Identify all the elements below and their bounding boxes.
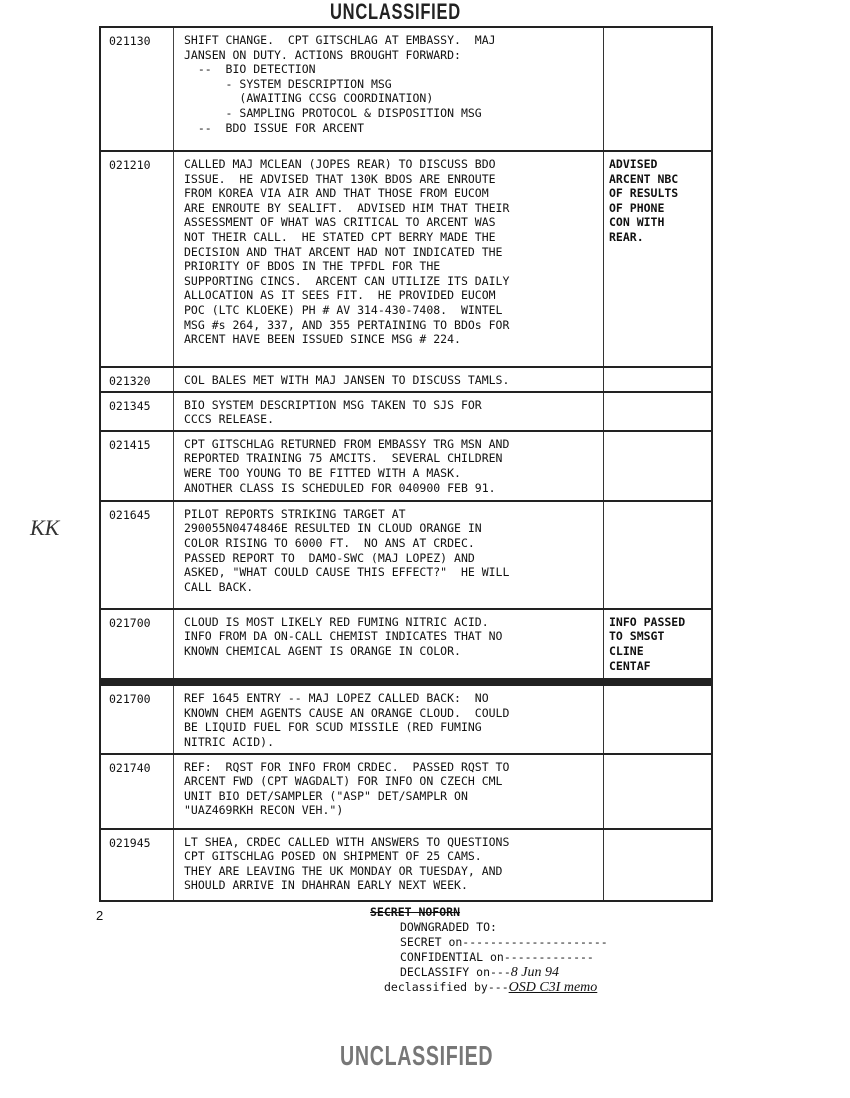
log-time: 021740: [109, 760, 151, 775]
log-time: 021345: [109, 398, 151, 413]
log-time: 021415: [109, 437, 151, 452]
log-remarks: [603, 393, 711, 430]
log-remarks: [603, 502, 711, 608]
log-remarks: ADVISED ARCENT NBC OF RESULTS OF PHONE CON WITH REAR.: [603, 152, 711, 366]
log-entry: [101, 28, 711, 152]
log-remarks: [603, 830, 711, 900]
log-entry: [101, 686, 711, 754]
secret-line: SECRET on---------------------: [400, 935, 608, 949]
declassify-date: 8 Jun 94: [510, 965, 559, 980]
log-entry: [101, 432, 711, 502]
confidential-line: CONFIDENTIAL on-------------: [400, 950, 594, 964]
log-text: BIO SYSTEM DESCRIPTION MSG TAKEN TO SJS FOR CCCS RELEASE.: [173, 393, 603, 430]
duty-log-table: [99, 26, 713, 902]
log-remarks: [603, 432, 711, 500]
declassify-line: [370, 965, 608, 980]
classified-by-line: [370, 980, 608, 995]
log-time: 021645: [109, 507, 151, 522]
declassify-label: DECLASSIFY on---: [400, 965, 511, 979]
classified-by-label: declassified by---: [384, 980, 509, 994]
log-remarks: [603, 28, 711, 150]
log-remarks: INFO PASSED TO SMSGT CLINE CENTAF: [603, 610, 711, 678]
log-entry: [101, 502, 711, 610]
struck-classification: SECRET NOFORN: [370, 905, 461, 919]
log-text: CLOUD IS MOST LIKELY RED FUMING NITRIC ACID. INFO FROM DA ON-CALL CHEMIST INDICATES THAT NO KNOWN CHEMICAL AGENT IS ORANGE IN COLOR.: [173, 610, 603, 678]
log-text: COL BALES MET WITH MAJ JANSEN TO DISCUSS TAMLS.: [173, 368, 603, 391]
log-time: 021945: [109, 835, 151, 850]
log-text: REF: RQST FOR INFO FROM CRDEC. PASSED RQST TO ARCENT FWD (CPT WAGDALT) FOR INFO ON CZECH CML UNIT BIO DET/SAMPLER ("ASP" DET/SAMPLR ON "UAZ469RKH RECON VEH."): [173, 755, 603, 828]
handwritten-initials: KK: [30, 515, 60, 540]
log-entry: [101, 368, 711, 393]
log-time: 021320: [109, 374, 151, 388]
classification-block: [370, 905, 608, 995]
classified-by-value: OSD C3I memo: [508, 980, 598, 995]
log-time: 021700: [109, 692, 151, 707]
downgraded-label: DOWNGRADED TO:: [400, 920, 497, 934]
page-number: 2: [96, 908, 104, 923]
log-text: CPT GITSCHLAG RETURNED FROM EMBASSY TRG MSN AND REPORTED TRAINING 75 AMCITS. SEVERAL CHILDREN WERE TOO YOUNG TO BE FITTED WITH A MASK. ANOTHER CLASS IS SCHEDULED FOR 040900 FEB 91.: [173, 432, 603, 500]
log-text: PILOT REPORTS STRIKING TARGET AT 290055N0474846E RESULTED IN CLOUD ORANGE IN COLOR RISING TO 6000 FT. NO ANS AT CRDEC. PASSED REPORT TO DAMO-SWC (MAJ LOPEZ) AND ASKED, "WHAT COULD CAUSE THIS EFFECT?" HE WILL CALL BACK.: [173, 502, 603, 608]
log-text: LT SHEA, CRDEC CALLED WITH ANSWERS TO QUESTIONS CPT GITSCHLAG POSED ON SHIPMENT OF 25 CAMS. THEY ARE LEAVING THE UK MONDAY OR TUESDAY, AND SHOULD ARRIVE IN DHAHRAN EARLY NEXT WEEK.: [173, 830, 603, 900]
log-text: REF 1645 ENTRY -- MAJ LOPEZ CALLED BACK: NO KNOWN CHEM AGENTS CAUSE AN ORANGE CLOUD. COULD BE LIQUID FUEL FOR SCUD MISSILE (RED FUMING NITRIC ACID).: [173, 686, 603, 752]
log-time: 021130: [109, 34, 151, 48]
log-time: 021700: [109, 615, 151, 630]
log-entry: [101, 755, 711, 830]
log-time: 021210: [109, 158, 151, 172]
log-entry: [101, 393, 711, 432]
log-remarks: [603, 368, 711, 391]
log-entry: [101, 830, 711, 902]
log-text: CALLED MAJ MCLEAN (JOPES REAR) TO DISCUSS BDO ISSUE. HE ADVISED THAT 130K BDOS ARE ENROUTE FROM KOREA VIA AIR AND THAT THOSE FROM EUCOM ARE ENROUTE BY SEALIFT. ADVISED HIM THAT THEIR ASSESSMENT OF WHAT WAS CRITICAL TO ARCENT WAS NOT THEIR CALL. HE STATED CPT BERRY MADE THE DECISION AND THAT ARCENT HAD NOT INDICATED THE PRIORITY OF BDOS IN THE TPFDL FOR THE SUPPORTING CINCS. ARCENT CAN UTILIZE ITS DAILY ALLOCATION AS IT SEES FIT. HE PROVIDED EUCOM POC (LTC KLOEKE) PH # AV 314-430-7408. WINTEL MSG #s 264, 337, AND 355 PERTAINING TO BDOs FOR ARCENT HAVE BEEN ISSUED SINCE MSG # 224.: [173, 152, 603, 366]
log-text: SHIFT CHANGE. CPT GITSCHLAG AT EMBASSY. MAJ JANSEN ON DUTY. ACTIONS BROUGHT FORWARD: -- BIO DETECTION - SYSTEM DESCRIPTION MSG (AWAITING CCSG COORDINATION) - SAMPLING PROTOCOL & DISPOSITION MSG -- BDO ISSUE FOR ARCENT: [173, 28, 603, 150]
log-remarks: [603, 686, 711, 752]
log-entry: [101, 610, 711, 686]
unclassified-stamp-top: UNCLASSIFIED: [330, 0, 461, 24]
log-entry: [101, 152, 711, 368]
unclassified-stamp-bottom: UNCLASSIFIED: [340, 1040, 494, 1071]
log-remarks: [603, 755, 711, 828]
